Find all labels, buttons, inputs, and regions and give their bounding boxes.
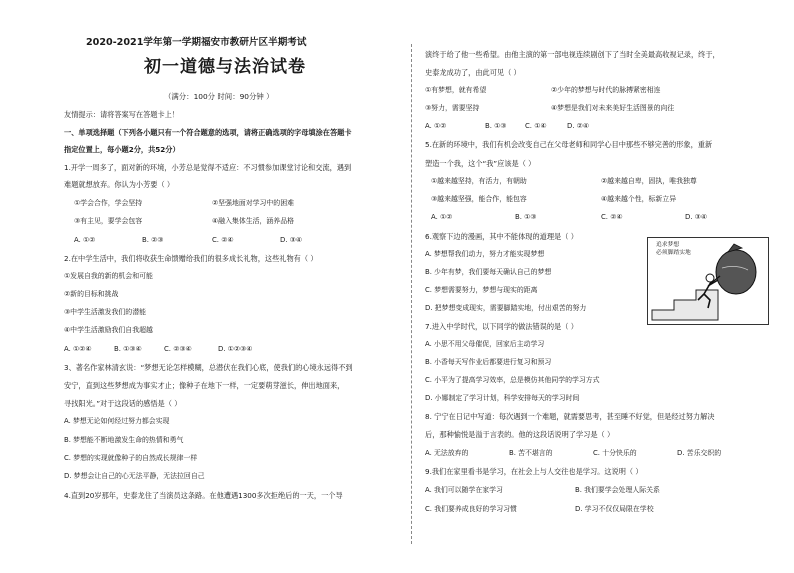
answer-option: B. ①③ [485,122,507,130]
question-text: 后，那种愉悦是溢于言表的。他的这段话说明了学习是（ ） [425,430,615,439]
cartoon-caption-line1: 追求梦想 [656,242,680,248]
statement-option: ②坚强地面对学习中的困难 [212,199,294,207]
question-text: 寻找阳光。”对于这段话的感悟是（ ） [64,399,182,408]
question-text: 2.在中学生活中，我们将收获生命馈赠给我们的很多成长礼物，这些礼物有（ ） [64,254,318,263]
question-text: 史泰龙成功了，由此可见（ ） [425,68,521,77]
answer-option: D. 小娜制定了学习计划，科学安排每天的学习时间 [425,394,580,402]
answer-option: D. 苦乐交织的 [677,449,722,457]
answer-option: A. ①② [425,122,447,130]
warning-note: 友情提示：请将答案写在答题卡上！ [64,110,180,119]
exam-info: （满分：100分 时间：90分钟 ） [164,92,274,101]
section-heading: 一、单项选择题（下列各小题只有一个符合题意的选项，请将正确选项的字母填涂在答题卡 [64,128,352,137]
answer-option: B. 小香每天写作业后都要进行复习和预习 [425,358,552,366]
statement-option: ③有主见，要学会包容 [74,217,143,225]
statement-option: ①有梦想，就有希望 [425,86,487,94]
question-text: 3、著名作家林清玄说：“梦想无论怎样模糊，总潜伏在我们心底，使我们的心境永远得不到 [64,363,353,372]
answer-option: B. 少年有梦，我们要每天确认自己的梦想 [425,268,552,276]
answer-option: A. ①② [74,236,96,244]
statement-option: ①越来越坚持，有活力，有朝助 [431,177,527,185]
answer-option: D. 学习不仅仅局限在学校 [575,505,654,513]
statement-option: ②少年的梦想与时代的脉搏紧密相连 [551,86,661,94]
answer-option: C. ②④ [212,236,234,244]
answer-option: C. 十分快乐的 [593,449,637,457]
answer-option: D. 把梦想变成现实，需要脚踏实地，付出艰苦的努力 [425,304,587,312]
exam-title: 2020-2021学年第一学期福安市教研片区半期考试 [86,37,307,48]
question-text: 难题就想放弃。你认为小芳要（ ） [64,180,175,189]
statement-option: ②越来越自卑，固执，唯我独尊 [601,177,697,185]
cartoon-image [647,237,769,325]
question-text: 4.直到20岁那年，史泰龙住了当演员这条路。在他遭遇1300多次拒绝后的一天，一个导 [64,491,343,500]
answer-option: D. ③④ [685,213,708,221]
statement-option: ③中学生活激发我们的潜能 [64,308,146,316]
answer-option: B. 梦想能不断地激发生命的热情和勇气 [64,436,184,444]
answer-option: A. 小思不用父母催促，回家后主动学习 [425,340,545,348]
answer-option: D. ①②③④ [218,345,253,353]
cartoon-drawing [648,238,768,324]
answer-option: B. ②③ [142,236,164,244]
answer-option: B. 我们要学会处理人际关系 [575,486,660,494]
statement-option: ④中学生活激励我们自我超越 [64,326,153,334]
question-text: 7.进入中学时代，以下同学的做法错误的是（ ） [425,322,578,331]
answer-option: C. 梦想的实现就像种子的自然成长规律一样 [64,454,198,462]
question-text: 5.在新的环境中，我们有机会改变自己在父母老师和同学心目中那些不够完善的形象，重新 [425,140,713,149]
cartoon-caption-line2: 必须脚踏实地 [656,250,691,256]
answer-option: C. 我们要养成良好的学习习惯 [425,505,517,513]
answer-option: B. ①③④ [114,345,142,353]
question-text: 1.开学一周多了，面对新的环境，小芳总是觉得不适应：不习惯参加课堂讨论和交流，遇到 [64,163,352,172]
statement-option: ③努力，需要坚持 [425,104,480,112]
statement-option: ①发展自我的新的机会和可能 [64,272,153,280]
question-text: 9.我们在家里看书是学习，在社会上与人交往也是学习。这说明（ ） [425,467,643,476]
statement-option: ③越来越坚强，能合作，能包容 [431,195,527,203]
answer-option: A. 我们可以随学在家学习 [425,486,503,494]
question-text: 8. 宁宁在日记中写道：每次遇到一个难题，就需要思考，甚至睡不好觉，但是经过努力解决 [425,412,715,421]
question-text: 安宁，直到这些梦想成为事实才止；像种子在地下一样，一定要萌芽滋长，伸出地面来， [64,381,345,390]
question-text: 6.观察下边的漫画，其中不能体现的道理是（ ） [425,232,578,241]
answer-option: A. ①② [431,213,453,221]
answer-option: A. 无法放弃的 [425,449,469,457]
answer-option: D. ③④ [280,236,303,244]
answer-option: C. 小平为了提高学习效率，总是模仿其他同学的学习方式 [425,376,600,384]
answer-option: A. ①②④ [64,345,92,353]
paper-title: 初一道德与法治试卷 [144,57,306,77]
answer-option: B. ①③ [515,213,537,221]
statement-option: ②新的目标和挑战 [64,290,119,298]
question-text: 塑造一个我，这个“我”应该是（ ） [425,159,536,168]
answer-option: D. 梦想会让自己的心无法平静，无法拉回自己 [64,472,205,480]
answer-option: A. 梦想帮我们动力，努力才能实现梦想 [425,250,545,258]
statement-option: ①学会合作，学会坚持 [74,199,143,207]
answer-option: C. ①④ [525,122,547,130]
statement-option: ④融入集体生活，涵养品格 [212,217,294,225]
answer-option: C. ②③④ [164,345,192,353]
answer-option: D. ②④ [567,122,590,130]
answer-option: C. 梦想需要努力，梦想与现实的距离 [425,286,538,294]
statement-option: ④梦想是我们对未来美好生活图景的向往 [551,104,675,112]
section-heading-2: 指定位置上，每小题2分，共52分） [64,145,180,154]
answer-option: A. 梦想无论如何经过努力都会实现 [64,417,170,425]
column-divider [411,44,412,544]
answer-option: C. ②④ [601,213,623,221]
answer-option: B. 苦不堪言的 [509,449,553,457]
question-text: 演终于给了他一些希望。由他主演的第一部电视连续剧创下了当时全美最高收视记录，终于， [425,50,720,59]
statement-option: ④越来越个性，标新立异 [601,195,677,203]
